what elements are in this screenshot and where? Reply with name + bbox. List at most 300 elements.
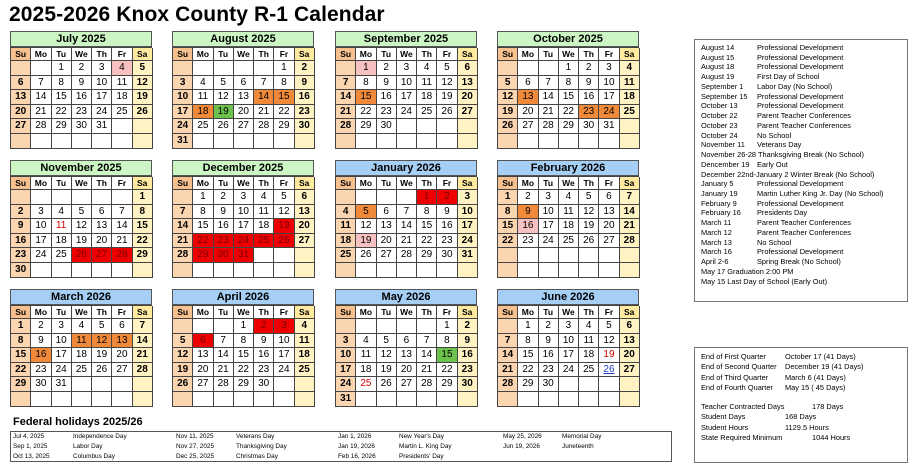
day-cell: 30 <box>254 377 274 392</box>
weekday-header: We <box>72 48 92 61</box>
events-legend <box>694 39 908 302</box>
day-cell: 24 <box>336 377 356 392</box>
day-cell: 19 <box>437 90 457 105</box>
empty-day-cell <box>458 263 478 278</box>
weekday-header: Mo <box>356 48 376 61</box>
day-cell: 7 <box>173 205 193 220</box>
day-cell: 22 <box>193 234 213 249</box>
day-cell: 29 <box>559 119 579 134</box>
day-cell: 3 <box>397 61 417 76</box>
day-cell: 27 <box>11 119 31 134</box>
day-cell: 8 <box>234 334 254 349</box>
day-cell: 14 <box>112 219 132 234</box>
day-cell: 19 <box>498 105 518 120</box>
day-cell: 19 <box>356 234 376 249</box>
empty-day-cell <box>92 377 112 392</box>
holiday-name: Presidents' Day <box>399 453 444 460</box>
legend-event: Labor Day (No School) <box>757 81 833 91</box>
day-cell: 24 <box>397 105 417 120</box>
day-cell: 16 <box>437 219 457 234</box>
day-cell: 24 <box>559 363 579 378</box>
empty-day-cell <box>559 377 579 392</box>
day-cell: 2 <box>539 319 559 334</box>
empty-day-cell <box>498 134 518 149</box>
day-cell: 21 <box>417 363 437 378</box>
day-cell: 28 <box>214 377 234 392</box>
day-cell: 6 <box>599 190 619 205</box>
empty-day-cell <box>274 248 294 263</box>
day-cell: 11 <box>559 205 579 220</box>
day-cell: 16 <box>11 234 31 249</box>
weekday-header: Sa <box>620 306 640 319</box>
day-cell: 23 <box>539 363 559 378</box>
empty-day-cell <box>274 377 294 392</box>
quarter-row <box>701 373 907 383</box>
day-cell: 22 <box>234 363 254 378</box>
empty-day-cell <box>52 190 72 205</box>
empty-day-cell <box>72 134 92 149</box>
month-title: January 2026 <box>335 160 477 176</box>
day-cell: 12 <box>133 76 153 91</box>
day-cell: 31 <box>173 134 193 149</box>
empty-day-cell <box>72 392 92 407</box>
weekday-header: Sa <box>620 177 640 190</box>
holiday-date: Nov 27, 2025 <box>176 443 215 450</box>
day-cell: 13 <box>295 205 315 220</box>
day-cell: 24 <box>274 363 294 378</box>
day-cell: 22 <box>274 105 294 120</box>
day-cell: 19 <box>579 219 599 234</box>
day-cell: 6 <box>234 76 254 91</box>
day-cell: 31 <box>92 119 112 134</box>
day-cell: 4 <box>295 319 315 334</box>
day-cell: 7 <box>498 334 518 349</box>
day-cell: 30 <box>295 119 315 134</box>
day-cell: 17 <box>539 219 559 234</box>
day-cell: 19 <box>274 219 294 234</box>
weekday-header: Fr <box>437 48 457 61</box>
day-cell: 15 <box>193 219 213 234</box>
quarter-label: End of Third Quarter <box>701 372 769 382</box>
empty-day-cell <box>579 263 599 278</box>
month-title: November 2025 <box>10 160 152 176</box>
day-cell: 20 <box>599 219 619 234</box>
legend-event: Martin Luther King Jr. Day (No School) <box>757 189 884 199</box>
day-cell: 23 <box>254 363 274 378</box>
day-cell: 28 <box>539 119 559 134</box>
day-cell: 9 <box>72 76 92 91</box>
day-cell: 4 <box>579 319 599 334</box>
weekday-header: Th <box>92 306 112 319</box>
day-cell: 26 <box>92 363 112 378</box>
weekday-header: Fr <box>437 177 457 190</box>
holiday-date: Jun 19, 2026 <box>503 443 540 450</box>
day-cell: 2 <box>579 61 599 76</box>
day-cell: 16 <box>214 219 234 234</box>
day-cell: 14 <box>254 90 274 105</box>
day-cell: 23 <box>295 105 315 120</box>
month-days-grid <box>497 305 639 407</box>
day-cell: 3 <box>31 205 51 220</box>
empty-day-cell <box>377 190 397 205</box>
legend-row <box>701 247 907 257</box>
day-cell: 25 <box>579 363 599 378</box>
day-cell: 22 <box>417 234 437 249</box>
day-cell: 27 <box>193 377 213 392</box>
day-cell: 19 <box>72 234 92 249</box>
quarter-value: October 17 (41 Days) <box>785 352 856 361</box>
empty-day-cell <box>377 392 397 407</box>
day-cell: 7 <box>254 76 274 91</box>
holiday-row <box>11 452 671 462</box>
weekday-header: We <box>559 48 579 61</box>
empty-day-cell <box>498 248 518 263</box>
day-cell: 18 <box>193 105 213 120</box>
month-calendar <box>497 289 639 407</box>
day-cell: 17 <box>92 90 112 105</box>
spacer <box>701 393 907 402</box>
month-days-grid <box>335 176 477 278</box>
legend-event: No School <box>757 237 792 247</box>
quarter-row <box>701 352 907 362</box>
day-cell: 11 <box>579 334 599 349</box>
day-cell: 13 <box>234 90 254 105</box>
day-cell: 29 <box>274 119 294 134</box>
weekday-header: Sa <box>295 306 315 319</box>
empty-day-cell <box>11 190 31 205</box>
empty-day-cell <box>437 392 457 407</box>
day-cell: 31 <box>336 392 356 407</box>
empty-day-cell <box>254 392 274 407</box>
day-cell: 6 <box>112 319 132 334</box>
day-cell: 14 <box>498 348 518 363</box>
day-cell: 25 <box>72 363 92 378</box>
day-cell: 9 <box>11 219 31 234</box>
day-cell: 24 <box>234 234 254 249</box>
day-cell: 29 <box>52 119 72 134</box>
weekday-header: Fr <box>599 48 619 61</box>
day-cell: 5 <box>72 205 92 220</box>
legend-row <box>701 101 907 111</box>
day-cell: 7 <box>397 205 417 220</box>
month-calendar <box>497 31 639 149</box>
empty-day-cell <box>458 392 478 407</box>
weekday-header: Mo <box>31 177 51 190</box>
day-cell: 20 <box>193 363 213 378</box>
day-cell: 6 <box>295 190 315 205</box>
day-cell: 20 <box>458 90 478 105</box>
weekday-header: Fr <box>112 177 132 190</box>
empty-day-cell <box>397 319 417 334</box>
legend-event: Early Out <box>757 159 788 169</box>
empty-day-cell <box>579 392 599 407</box>
empty-day-cell <box>193 134 213 149</box>
month-calendar <box>10 160 152 278</box>
month-title: May 2026 <box>335 289 477 305</box>
weekday-header: Sa <box>295 48 315 61</box>
legend-date: September 1 <box>701 81 744 91</box>
day-cell: 26 <box>579 234 599 249</box>
month-calendar <box>335 160 477 278</box>
empty-day-cell <box>559 392 579 407</box>
day-cell: 5 <box>274 190 294 205</box>
weekday-header: Mo <box>518 48 538 61</box>
legend-row <box>701 179 907 189</box>
holiday-date: Nov 11, 2025 <box>176 433 214 440</box>
weekday-header: Tu <box>214 48 234 61</box>
empty-day-cell <box>254 134 274 149</box>
day-cell: 17 <box>52 348 72 363</box>
day-cell: 22 <box>518 363 538 378</box>
empty-day-cell <box>377 319 397 334</box>
day-cell: 13 <box>193 348 213 363</box>
day-cell: 27 <box>397 377 417 392</box>
day-cell: 23 <box>31 363 51 378</box>
legend-date: March 11 <box>701 218 732 228</box>
day-cell: 8 <box>437 334 457 349</box>
day-cell: 21 <box>254 105 274 120</box>
legend-date: October 22 <box>701 111 738 121</box>
weekday-header: Th <box>254 48 274 61</box>
day-cell: 25 <box>620 105 640 120</box>
empty-day-cell <box>377 263 397 278</box>
day-cell: 19 <box>599 348 619 363</box>
month-calendar <box>335 31 477 149</box>
day-cell: 6 <box>518 76 538 91</box>
day-cell: 26 <box>214 119 234 134</box>
day-cell: 2 <box>295 61 315 76</box>
empty-day-cell <box>620 377 640 392</box>
empty-day-cell <box>518 263 538 278</box>
day-cell: 28 <box>397 248 417 263</box>
weekday-header: Tu <box>377 306 397 319</box>
day-cell: 9 <box>518 205 538 220</box>
weekday-header: Sa <box>458 177 478 190</box>
day-cell: 11 <box>336 219 356 234</box>
empty-day-cell <box>173 61 193 76</box>
day-cell: 26 <box>377 377 397 392</box>
weekday-header: Su <box>11 177 31 190</box>
legend-date: January 19 <box>701 189 738 199</box>
empty-day-cell <box>539 61 559 76</box>
empty-day-cell <box>112 377 132 392</box>
day-cell: 8 <box>356 76 376 91</box>
weekday-header: Mo <box>518 177 538 190</box>
day-cell: 30 <box>377 119 397 134</box>
day-cell: 9 <box>31 334 51 349</box>
empty-day-cell <box>31 134 51 149</box>
empty-day-cell <box>579 248 599 263</box>
holiday-date: Jan 1, 2026 <box>338 433 372 440</box>
holiday-date: Feb 16, 2026 <box>338 453 376 460</box>
day-cell: 26 <box>356 248 376 263</box>
day-cell: 8 <box>52 76 72 91</box>
day-cell: 8 <box>274 76 294 91</box>
holiday-name: Veterans Day <box>236 433 275 440</box>
empty-day-cell <box>599 377 619 392</box>
empty-day-cell <box>356 134 376 149</box>
day-cell: 8 <box>559 76 579 91</box>
empty-day-cell <box>518 134 538 149</box>
day-cell: 11 <box>193 90 213 105</box>
empty-day-cell <box>417 134 437 149</box>
day-cell: 29 <box>11 377 31 392</box>
empty-day-cell <box>133 392 153 407</box>
weekday-header: Th <box>92 48 112 61</box>
weekday-header: Tu <box>377 48 397 61</box>
day-cell: 25 <box>193 119 213 134</box>
weekday-header: Th <box>579 177 599 190</box>
empty-day-cell <box>356 319 376 334</box>
empty-day-cell <box>214 134 234 149</box>
day-cell: 12 <box>437 76 457 91</box>
day-cell: 16 <box>518 219 538 234</box>
weekday-header: We <box>559 306 579 319</box>
empty-day-cell <box>397 392 417 407</box>
legend-date: April 2-6 <box>701 257 729 267</box>
day-cell: 12 <box>92 334 112 349</box>
empty-day-cell <box>539 134 559 149</box>
month-calendar <box>172 160 314 278</box>
day-cell: 6 <box>92 205 112 220</box>
legend-row <box>701 43 907 53</box>
legend-event: Professional Development <box>757 101 844 111</box>
day-cell: 2 <box>31 319 51 334</box>
day-cell: 17 <box>274 348 294 363</box>
day-cell: 29 <box>437 377 457 392</box>
weekday-header: Tu <box>539 306 559 319</box>
day-cell: 31 <box>52 377 72 392</box>
day-cell: 18 <box>295 348 315 363</box>
day-cell: 15 <box>356 90 376 105</box>
day-cell: 2 <box>458 319 478 334</box>
empty-day-cell <box>620 119 640 134</box>
day-cell: 10 <box>539 205 559 220</box>
empty-day-cell <box>498 61 518 76</box>
stat-label: Student Hours <box>701 422 749 432</box>
legend-event: Spring Break (No School) <box>757 257 841 267</box>
empty-day-cell <box>539 263 559 278</box>
day-cell: 3 <box>458 190 478 205</box>
day-cell: 30 <box>72 119 92 134</box>
day-cell: 7 <box>214 334 234 349</box>
day-cell: 9 <box>295 76 315 91</box>
empty-day-cell <box>356 263 376 278</box>
weekday-header: Su <box>11 306 31 319</box>
legend-row <box>701 238 907 248</box>
day-cell: 28 <box>112 248 132 263</box>
legend-row <box>701 131 907 141</box>
empty-day-cell <box>254 248 274 263</box>
day-cell: 13 <box>377 219 397 234</box>
day-cell: 10 <box>559 334 579 349</box>
month-days-grid <box>172 176 314 278</box>
stat-row <box>701 423 907 433</box>
weekday-header: We <box>397 177 417 190</box>
legend-event: Veterans Day <box>757 140 802 150</box>
weekday-header: Fr <box>274 306 294 319</box>
holiday-name: New Year's Day <box>399 433 444 440</box>
day-cell: 28 <box>31 119 51 134</box>
empty-day-cell <box>397 119 417 134</box>
day-cell: 21 <box>214 363 234 378</box>
empty-day-cell <box>274 263 294 278</box>
day-cell: 8 <box>133 205 153 220</box>
day-cell: 5 <box>579 190 599 205</box>
day-cell: 28 <box>336 119 356 134</box>
day-cell: 15 <box>559 90 579 105</box>
empty-day-cell <box>295 134 315 149</box>
legend-row <box>701 121 907 131</box>
weekday-header: Fr <box>274 48 294 61</box>
empty-day-cell <box>72 263 92 278</box>
weekday-header: Mo <box>31 306 51 319</box>
month-title: July 2025 <box>10 31 152 47</box>
holiday-name: Thanksgiving Day <box>236 443 287 450</box>
holiday-date: Oct 13, 2025 <box>13 453 50 460</box>
empty-day-cell <box>254 61 274 76</box>
legend-date: October 13 <box>701 101 738 111</box>
legend-row <box>701 218 907 228</box>
day-cell: 11 <box>52 219 72 234</box>
day-cell: 30 <box>458 377 478 392</box>
legend-event: Professional Development <box>757 91 844 101</box>
day-cell: 1 <box>11 319 31 334</box>
day-cell: 14 <box>31 90 51 105</box>
day-cell: 20 <box>377 234 397 249</box>
day-cell: 1 <box>437 319 457 334</box>
day-cell: 10 <box>274 334 294 349</box>
day-cell: 17 <box>599 90 619 105</box>
day-cell: 12 <box>356 219 376 234</box>
day-cell: 15 <box>498 219 518 234</box>
day-cell: 3 <box>274 319 294 334</box>
legend-row <box>701 92 907 102</box>
day-cell: 28 <box>417 377 437 392</box>
day-cell: 12 <box>72 219 92 234</box>
day-cell: 3 <box>336 334 356 349</box>
day-cell: 21 <box>336 105 356 120</box>
month-days-grid <box>497 176 639 278</box>
day-cell: 23 <box>458 363 478 378</box>
weekday-header: Tu <box>52 306 72 319</box>
quarter-row <box>701 362 907 372</box>
day-cell: 12 <box>599 334 619 349</box>
empty-day-cell <box>377 134 397 149</box>
month-days-grid <box>10 47 152 149</box>
day-cell: 23 <box>377 105 397 120</box>
empty-day-cell <box>31 61 51 76</box>
empty-day-cell <box>599 248 619 263</box>
legend-row <box>701 62 907 72</box>
empty-day-cell <box>336 263 356 278</box>
weekday-header: Mo <box>356 306 376 319</box>
empty-day-cell <box>295 248 315 263</box>
day-cell: 16 <box>72 90 92 105</box>
legend-event: Parent Teacher Conferences <box>757 227 851 237</box>
weekday-header: Su <box>336 306 356 319</box>
day-cell: 27 <box>112 363 132 378</box>
empty-day-cell <box>539 392 559 407</box>
day-cell: 16 <box>539 348 559 363</box>
legend-date: October 24 <box>701 130 738 140</box>
day-cell: 25 <box>559 234 579 249</box>
holiday-date: Jan 19, 2026 <box>338 443 375 450</box>
legend-event: Presidents Day <box>757 208 808 218</box>
weekday-header: We <box>397 48 417 61</box>
month-days-grid <box>172 47 314 149</box>
weekday-header: Mo <box>193 177 213 190</box>
